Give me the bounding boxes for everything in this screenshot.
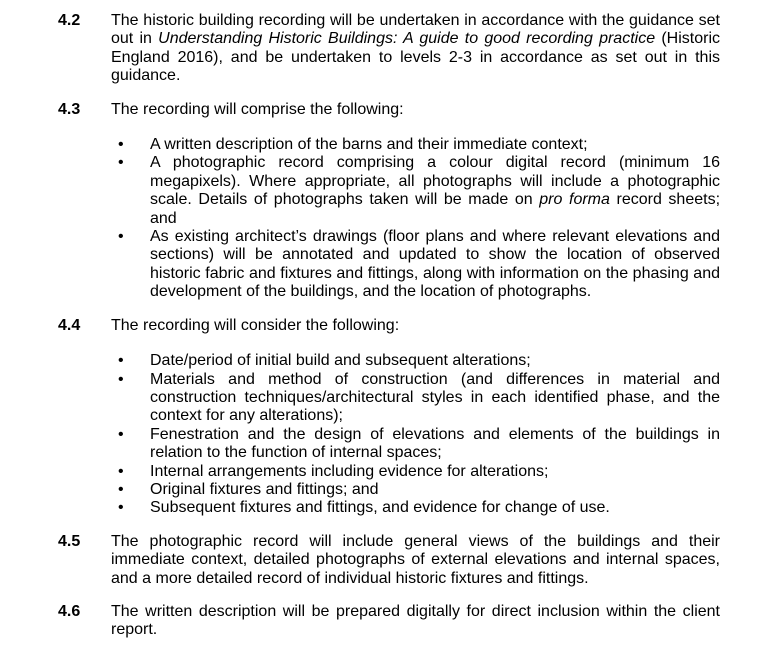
bullet-icon: • [118, 154, 124, 172]
bullet-item [111, 463, 720, 481]
text-run: (Historic England 2016), and be undertaken to levels 2-3 in accordance as set out in this guidance. [111, 30, 721, 85]
bullet-icon: • [118, 370, 124, 388]
section-4.3 [58, 101, 720, 302]
section-number: 4.3 [58, 100, 81, 118]
bullet-text [150, 481, 720, 499]
text-run: The recording will consider the following: [111, 316, 400, 334]
bullet-icon: • [118, 352, 124, 370]
bullet-text [150, 228, 720, 302]
text-run: Materials and method of construction (and differences in material and construction techniques/architectural styles in each identified phase, and the context for any alterations); [150, 370, 720, 425]
bullet-item [111, 481, 720, 499]
italic-text-run: Understanding Historic Buildings: A guide to good recording practice [158, 30, 656, 48]
section-4.4 [58, 317, 720, 518]
text-run: A written description of the barns and their immediate context; [150, 136, 588, 154]
bullet-text [150, 499, 720, 517]
bullet-item [111, 499, 720, 517]
section-4.5 [58, 533, 720, 588]
bullet-item [111, 371, 720, 426]
section-4.6 [58, 603, 720, 640]
text-run: The recording will comprise the following: [111, 100, 404, 118]
paragraph [111, 317, 720, 335]
text-run: The written description will be prepared digitally for direct inclusion within the client report. [111, 602, 720, 639]
bullet-text [150, 371, 720, 426]
bullet-icon: • [118, 425, 124, 443]
section-body [111, 12, 720, 86]
text-run: record sheets; and [150, 191, 721, 227]
text-run: Subsequent fixtures and fittings, and evidence for change of use. [150, 499, 610, 517]
section-number: 4.2 [58, 12, 81, 29]
text-run: A photographic record comprising a colour digital record (minimum 16 megapixels). Where appropriate, all photographs will include a photographic scale. Details of photographs taken will be made on [150, 154, 720, 209]
text-run: Original fixtures and fittings; and [150, 480, 379, 498]
section-number: 4.6 [58, 602, 81, 620]
bullet-list [111, 136, 720, 302]
bullet-text [150, 426, 720, 463]
text-run: Date/period of initial build and subsequent alterations; [150, 352, 531, 370]
text-run: As existing architect’s drawings (floor plans and where relevant elevations and sections) will be annotated and updated to show the location of observed historic fabric and fixtures and fittings, along with information on the phasing and development of the buildings, and the location of photographs. [150, 228, 720, 301]
section-body [111, 603, 720, 640]
text-run: Fenestration and the design of elevations and elements of the buildings in relation to the function of internal spaces; [150, 425, 720, 462]
bullet-text [150, 154, 720, 228]
section-body [111, 533, 720, 588]
paragraph [111, 12, 720, 86]
bullet-item [111, 136, 720, 154]
paragraph [111, 101, 720, 119]
bullet-icon: • [118, 228, 124, 246]
text-run: The photographic record will include general views of the buildings and their immediate context, detailed photographs of external elevations and internal spaces, and a more detailed record of individual historic fixtures and fittings. [111, 532, 720, 587]
section-number: 4.4 [58, 316, 81, 334]
bullet-icon: • [118, 499, 124, 517]
section-number: 4.5 [58, 532, 81, 550]
bullet-icon: • [118, 462, 124, 480]
bullet-item [111, 352, 720, 370]
text-run: The historic building recording will be undertaken in accordance with the guidance set out in [111, 12, 720, 48]
section-body [111, 101, 720, 302]
italic-text-run: pro forma [539, 191, 610, 209]
section-body [111, 317, 720, 518]
bullet-item [111, 154, 720, 228]
paragraph [111, 603, 720, 640]
bullet-item [111, 426, 720, 463]
bullet-text [150, 352, 720, 370]
paragraph [111, 533, 720, 588]
section-4.2 [58, 12, 720, 86]
bullet-text [150, 136, 720, 154]
bullet-text [150, 463, 720, 481]
bullet-item [111, 228, 720, 302]
bullet-icon: • [118, 480, 124, 498]
bullet-icon: • [118, 136, 124, 154]
text-run: Internal arrangements including evidence for alterations; [150, 462, 549, 480]
bullet-list [111, 352, 720, 518]
